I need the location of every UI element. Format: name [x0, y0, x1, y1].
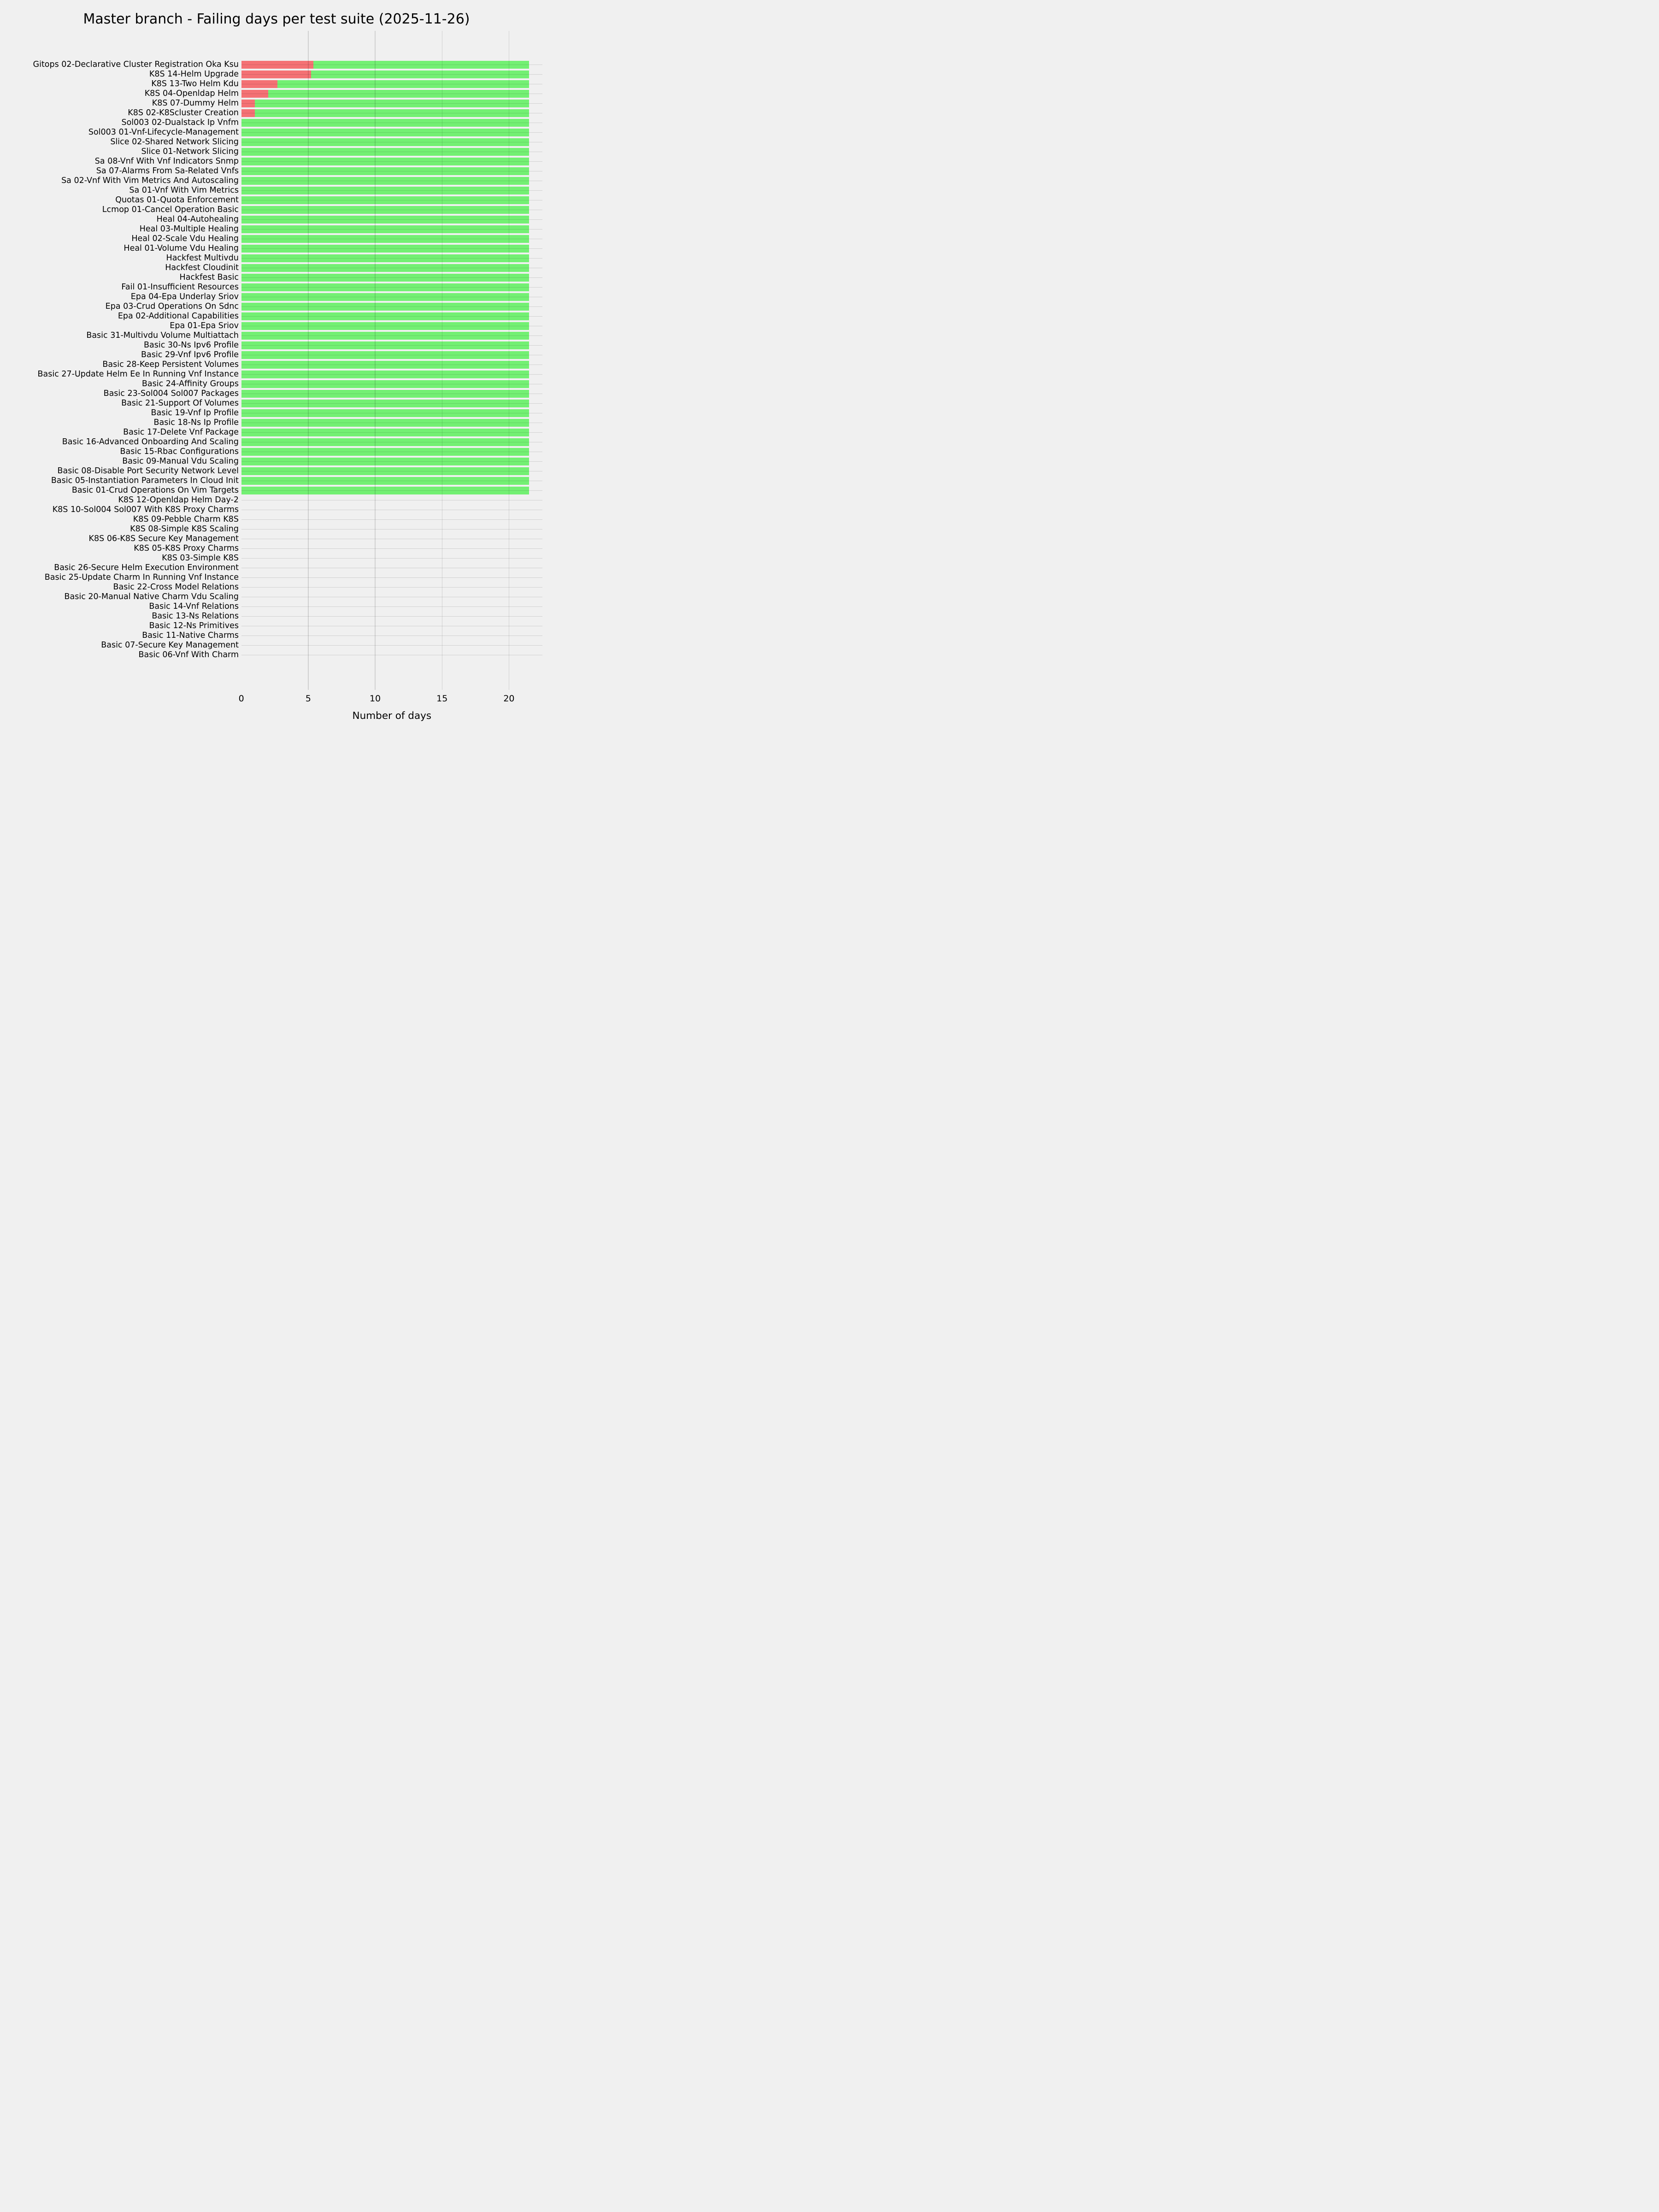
y-tick-label: Basic 09-Manual Vdu Scaling — [122, 456, 239, 466]
y-tick-label: Basic 01-Crud Operations On Vim Targets — [71, 485, 239, 495]
x-tick-label: 0 — [238, 694, 244, 704]
y-tick-label: Slice 02-Shared Network Slicing — [110, 137, 239, 147]
y-tick-label: Sol003 02-Dualstack Ip Vnfm — [121, 118, 239, 127]
y-tick-label: Basic 21-Support Of Volumes — [121, 398, 239, 408]
y-tick-label: Basic 12-Ns Primitives — [149, 621, 239, 630]
y-tick-label: Basic 14-Vnf Relations — [149, 601, 239, 611]
y-gridline — [241, 490, 542, 491]
y-tick-label: Basic 11-Native Charms — [142, 630, 239, 640]
x-tick-label: 15 — [436, 694, 448, 704]
y-tick-label: K8S 12-Openldap Helm Day-2 — [118, 495, 239, 505]
y-tick-label: Basic 24-Affinity Groups — [141, 379, 239, 388]
y-tick-label: K8S 10-Sol004 Sol007 With K8S Proxy Charms — [52, 505, 239, 514]
x-axis-label: Number of days — [352, 710, 432, 722]
y-tick-label: Hackfest Cloudinit — [165, 263, 239, 272]
y-tick-label: Basic 05-Instantiation Parameters In Cloud Init — [51, 476, 239, 485]
y-tick-label: Basic 15-Rbac Configurations — [120, 447, 239, 456]
y-tick-label: Epa 03-Crud Operations On Sdnc — [105, 301, 239, 311]
y-tick-label: Basic 08-Disable Port Security Network Level — [57, 466, 239, 476]
y-tick-label: Basic 27-Update Helm Ee In Running Vnf Instance — [37, 369, 239, 379]
y-tick-label: Lcmop 01-Cancel Operation Basic — [102, 205, 239, 214]
y-gridline — [241, 345, 542, 346]
y-gridline — [241, 248, 542, 249]
y-tick-label: Basic 29-Vnf Ipv6 Profile — [141, 350, 239, 359]
y-tick-label: Basic 28-Keep Persistent Volumes — [102, 359, 239, 369]
x-tick-label: 20 — [503, 694, 515, 704]
x-tick-label: 5 — [305, 694, 311, 704]
y-gridline — [241, 161, 542, 162]
y-tick-label: Basic 26-Secure Helm Execution Environment — [54, 563, 239, 572]
y-tick-label: Epa 04-Epa Underlay Sriov — [130, 292, 239, 301]
y-gridline — [241, 403, 542, 404]
y-gridline — [241, 258, 542, 259]
y-tick-label: Sa 08-Vnf With Vnf Indicators Snmp — [94, 156, 239, 166]
y-tick-label: Sa 07-Alarms From Sa-Related Vnfs — [96, 166, 239, 176]
y-tick-label: Basic 22-Cross Model Relations — [113, 582, 239, 592]
x-tick-label: 10 — [369, 694, 381, 704]
y-tick-label: K8S 14-Helm Upgrade — [149, 69, 239, 79]
y-tick-label: Fail 01-Insufficient Resources — [121, 282, 239, 292]
y-gridline — [241, 219, 542, 220]
y-gridline — [241, 190, 542, 191]
y-gridline — [241, 306, 542, 307]
y-gridline — [241, 277, 542, 278]
y-gridline — [241, 374, 542, 375]
y-tick-label: Basic 19-Vnf Ip Profile — [151, 408, 239, 418]
y-tick-label: Basic 23-Sol004 Sol007 Packages — [103, 388, 239, 398]
y-tick-label: Epa 02-Additional Capabilities — [118, 311, 239, 321]
y-tick-label: Basic 25-Update Charm In Running Vnf Instance — [44, 572, 239, 582]
y-tick-label: Basic 31-Multivdu Volume Multiattach — [86, 330, 239, 340]
y-tick-label: Heal 01-Volume Vdu Healing — [124, 243, 239, 253]
y-gridline — [241, 335, 542, 336]
y-tick-label: Quotas 01-Quota Enforcement — [115, 195, 239, 205]
y-tick-label: Heal 02-Scale Vdu Healing — [131, 234, 239, 243]
y-tick-label: Heal 04-Autohealing — [156, 214, 239, 224]
y-tick-label: Basic 07-Secure Key Management — [101, 640, 239, 650]
y-tick-label: Sol003 01-Vnf-Lifecycle-Management — [88, 127, 239, 137]
y-tick-label: Sa 02-Vnf With Vim Metrics And Autoscaling — [61, 176, 239, 185]
y-gridline — [241, 645, 542, 646]
y-tick-label: Gitops 02-Declarative Cluster Registration Oka Ksu — [33, 59, 239, 69]
y-gridline — [241, 548, 542, 549]
y-gridline — [241, 74, 542, 75]
y-tick-label: K8S 02-K8Scluster Creation — [128, 108, 239, 118]
y-gridline — [241, 132, 542, 133]
y-gridline — [241, 316, 542, 317]
y-gridline — [241, 587, 542, 588]
y-tick-label: K8S 09-Pebble Charm K8S — [133, 514, 239, 524]
y-gridline — [241, 432, 542, 433]
y-tick-label: K8S 13-Two Helm Kdu — [151, 79, 239, 88]
y-tick-label: Heal 03-Multiple Healing — [139, 224, 239, 234]
y-gridline — [241, 519, 542, 520]
y-tick-label: Slice 01-Network Slicing — [141, 147, 239, 156]
y-tick-label: Hackfest Basic — [179, 272, 239, 282]
y-tick-label: Sa 01-Vnf With Vim Metrics — [129, 185, 239, 195]
y-tick-label: K8S 08-Simple K8S Scaling — [130, 524, 239, 534]
y-gridline — [241, 616, 542, 617]
y-tick-label: Basic 17-Delete Vnf Package — [123, 427, 239, 437]
y-tick-label: K8S 03-Simple K8S — [162, 553, 239, 563]
y-tick-label: Basic 30-Ns Ipv6 Profile — [144, 340, 239, 350]
y-tick-label: K8S 05-K8S Proxy Charms — [134, 543, 239, 553]
y-gridline — [241, 287, 542, 288]
y-gridline — [241, 461, 542, 462]
plot-area — [241, 31, 542, 690]
y-tick-label: Basic 16-Advanced Onboarding And Scaling — [62, 437, 239, 447]
y-tick-label: Basic 20-Manual Native Charm Vdu Scaling — [64, 592, 239, 601]
y-tick-label: Basic 06-Vnf With Charm — [138, 650, 239, 659]
y-tick-label: Epa 01-Epa Sriov — [170, 321, 239, 330]
y-tick-label: Basic 18-Ns Ip Profile — [153, 418, 239, 427]
y-tick-label: K8S 07-Dummy Helm — [152, 98, 239, 108]
y-tick-label: K8S 06-K8S Secure Key Management — [88, 534, 239, 543]
y-gridline — [241, 577, 542, 578]
y-gridline — [241, 635, 542, 636]
y-tick-label: Basic 13-Ns Relations — [152, 611, 239, 621]
y-tick-label: Hackfest Multivdu — [166, 253, 239, 263]
y-gridline — [241, 558, 542, 559]
y-tick-label: K8S 04-Openldap Helm — [144, 88, 239, 98]
y-gridline — [241, 103, 542, 104]
y-gridline — [241, 606, 542, 607]
chart-title: Master branch - Failing days per test suite (2025-11-26) — [83, 11, 470, 27]
